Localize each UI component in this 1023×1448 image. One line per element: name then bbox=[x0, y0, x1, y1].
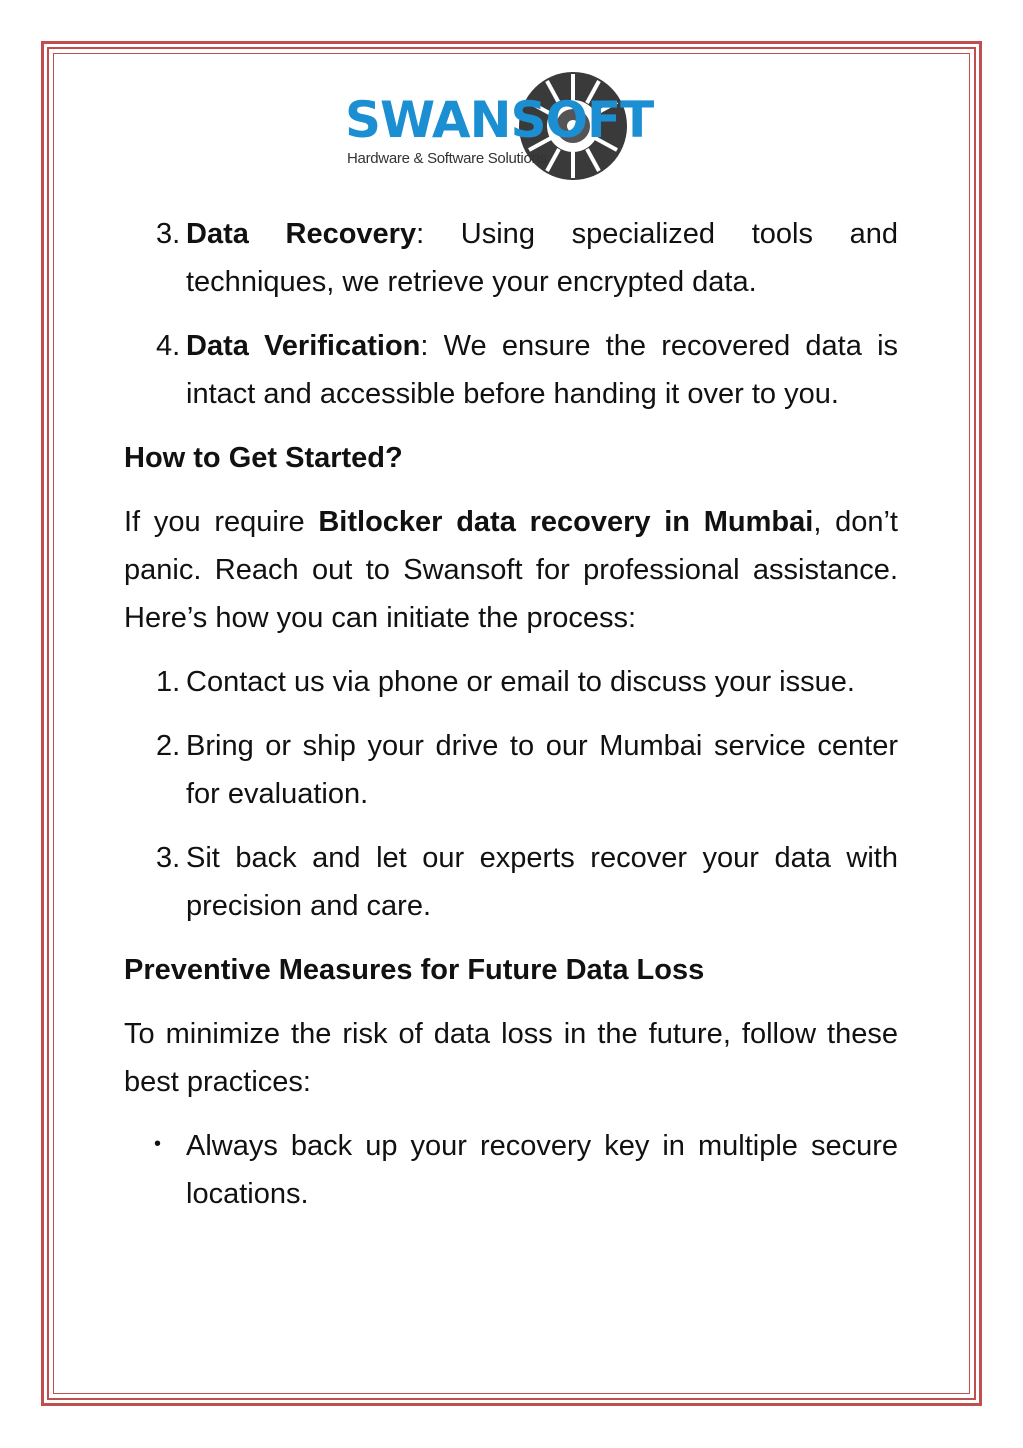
list-item-text: Bring or ship your drive to our Mumbai service center for evaluation. bbox=[186, 730, 898, 810]
bullet-icon: • bbox=[154, 1133, 162, 1155]
list-item-text: Always back up your recovery key in multiple secure locations. bbox=[186, 1130, 898, 1210]
list-item bbox=[124, 658, 898, 706]
list-item bbox=[124, 210, 898, 306]
paragraph-emphasis: Bitlocker data recovery in Mumbai bbox=[318, 506, 814, 538]
swansoft-logo bbox=[345, 70, 680, 182]
list-item-text: Sit back and let our experts recover your data with precision and care. bbox=[186, 842, 898, 922]
list-item-term: Data Verification bbox=[186, 330, 421, 362]
section-heading: How to Get Started? bbox=[124, 442, 403, 474]
paragraph-text: , don’t panic. Reach out to Swansoft for professional assistance. Here’s how you can initiate the process: bbox=[124, 506, 898, 634]
document-body bbox=[124, 210, 898, 1234]
section-heading: Preventive Measures for Future Data Loss bbox=[124, 954, 705, 986]
list-item bbox=[124, 834, 898, 930]
list-number: 2. bbox=[156, 730, 181, 762]
list-item-text: : Using specialized tools and techniques, we retrieve your encrypted data. bbox=[186, 218, 898, 298]
list-number: 4. bbox=[156, 330, 181, 362]
list-item-term: Data Recovery bbox=[186, 218, 417, 250]
list-item bbox=[124, 722, 898, 818]
list-number: 3. bbox=[156, 842, 181, 874]
list-number: 3. bbox=[156, 218, 181, 250]
paragraph bbox=[124, 498, 898, 642]
paragraph-text: If you require bbox=[124, 506, 319, 538]
list-item-text: : We ensure the recovered data is intact and accessible before handing it over to you. bbox=[186, 330, 899, 410]
list-item-text: Contact us via phone or email to discuss your issue. bbox=[186, 666, 855, 698]
list-number: 1. bbox=[156, 666, 181, 698]
paragraph: To minimize the risk of data loss in the future, follow these best practices: bbox=[124, 1018, 898, 1098]
logo-tagline: Hardware & Software Solutions bbox=[347, 150, 547, 167]
list-item bbox=[124, 322, 898, 418]
logo-wordmark: SWANSOFT bbox=[345, 91, 654, 149]
list-item bbox=[124, 1122, 898, 1218]
